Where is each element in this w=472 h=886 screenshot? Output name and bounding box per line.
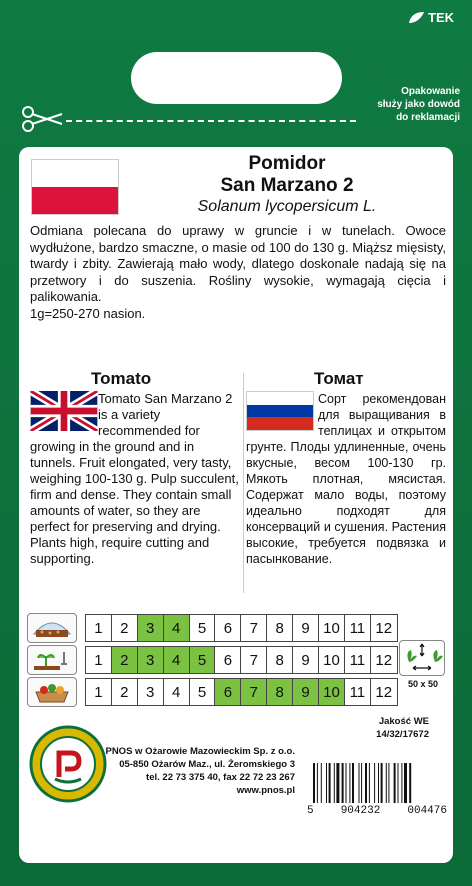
scissors-icon (20, 104, 64, 134)
month-cell: 4 (164, 615, 190, 641)
month-cell: 4 (164, 679, 190, 705)
month-cell: 11 (345, 679, 371, 705)
month-cell: 1 (86, 647, 112, 673)
month-cell: 12 (375, 651, 393, 669)
month-grid (85, 646, 398, 674)
month-cell: 10 (319, 679, 345, 705)
month-cell: 5 (190, 615, 216, 641)
month-cell: 6 (215, 615, 241, 641)
tek-label: TEK (428, 10, 454, 25)
producer-website: www.pnos.pl (236, 785, 295, 796)
month-cell: 9 (293, 615, 319, 641)
month-cell: 11 (345, 647, 371, 673)
uk-flag-icon (30, 391, 98, 431)
barcode (311, 763, 445, 803)
month-cell: 4 (164, 647, 190, 673)
harvest-basket-icon (27, 677, 77, 707)
plant-spacing (399, 640, 447, 689)
month-cell: 5 (190, 647, 216, 673)
calendar-row-harvest (27, 677, 398, 707)
month-grid (85, 614, 398, 642)
calendar-row-planting (27, 645, 398, 675)
month-cell: 7 (241, 679, 267, 705)
month-cell: 5 (190, 679, 216, 705)
month-cell: 8 (267, 679, 293, 705)
month-cell: 1 (86, 679, 112, 705)
barcode-digits: 5 904232 004476 (307, 805, 447, 817)
month-cell: 2 (112, 615, 138, 641)
russian-heading: Томат (314, 369, 364, 388)
month-grid (85, 678, 398, 706)
producer-info: PNOS w Ożarowie Mazowieckim Sp. z o.o. 05-850 Ożarów Maz., ul. Żeromskiego 3 tel. 22 73 375 40, fax 22 72 23 267 www.pnos.pl (79, 745, 295, 797)
month-cell: 3 (138, 647, 164, 673)
month-cell: 9 (293, 679, 319, 705)
english-description: Tomato San Marzano 2 is a variety recommended for growing in the ground and in tunnels. Fruit elongated, very tasty, weighing 100-130 g. Pulp succulent, firm and dense. They contain small amounts of water, so they are perfect for preserving and drying. Plants high, require cutting and supporting. (30, 391, 239, 566)
month-cell: 7 (241, 647, 267, 673)
month-cell: 8 (267, 615, 293, 641)
russia-flag-icon (246, 391, 314, 431)
calendar-row-sowing (27, 613, 398, 643)
month-cell: 10 (319, 615, 345, 641)
month-cell: 8 (267, 647, 293, 673)
column-divider (243, 373, 244, 593)
hang-hole (131, 52, 342, 104)
leaf-icon (407, 11, 425, 25)
month-cell: 2 (112, 647, 138, 673)
info-card (19, 147, 453, 863)
russian-description: Сорт рекомендован для выращивания в теплицах и открытом грунте. Плоды удлиненные, очень вкусные, весом 100-130 гр. Мякоть плотная, мясистая. Содержат мало воды, поэтому идеально подходят для консерваций и сушения. Растения высокие, требуется подвязка и пасынкование. (246, 392, 446, 566)
quality-info: Jakość WE 14/32/17672 (376, 716, 429, 740)
month-cell: 12 (375, 619, 393, 637)
month-cell: 3 (138, 679, 164, 705)
cut-line (66, 120, 356, 122)
polish-description: Odmiana polecana do uprawy w gruncie i w tunelach. Owoce wydłużone, bardzo smaczne, o masie od 100 do 130 g. Miąższ mięsisty, twardy i zbity. Zawierają mało wody, dlatego doskonale nadają się na przetwory i do suszenia. Rośliny wysokie, wymagają cięcia i palikowania. 1g=250-270 nasion. (30, 223, 446, 321)
month-cell: 6 (215, 647, 241, 673)
seed-count: 1g=250-270 nasion. (30, 305, 146, 321)
complaint-note: Opakowanie służy jako dowód do reklamacji (377, 86, 460, 123)
seed-tray-icon (27, 613, 77, 643)
month-cell: 3 (138, 615, 164, 641)
seedling-icon (27, 645, 77, 675)
month-cell: 9 (293, 647, 319, 673)
month-cell: 1 (86, 615, 112, 641)
poland-flag-icon (31, 159, 119, 215)
tek-logo (407, 10, 454, 25)
month-cell: 11 (345, 615, 371, 641)
spacing-icon (399, 640, 445, 676)
product-title: Pomidor San Marzano 2 Solanum lycopersicum L. (197, 153, 377, 215)
month-cell: 10 (319, 647, 345, 673)
english-heading: Tomato (91, 369, 152, 388)
month-cell: 12 (375, 683, 393, 701)
month-cell: 6 (215, 679, 241, 705)
spacing-label: 50 x 50 (407, 679, 439, 689)
month-cell: 7 (241, 615, 267, 641)
month-cell: 2 (112, 679, 138, 705)
